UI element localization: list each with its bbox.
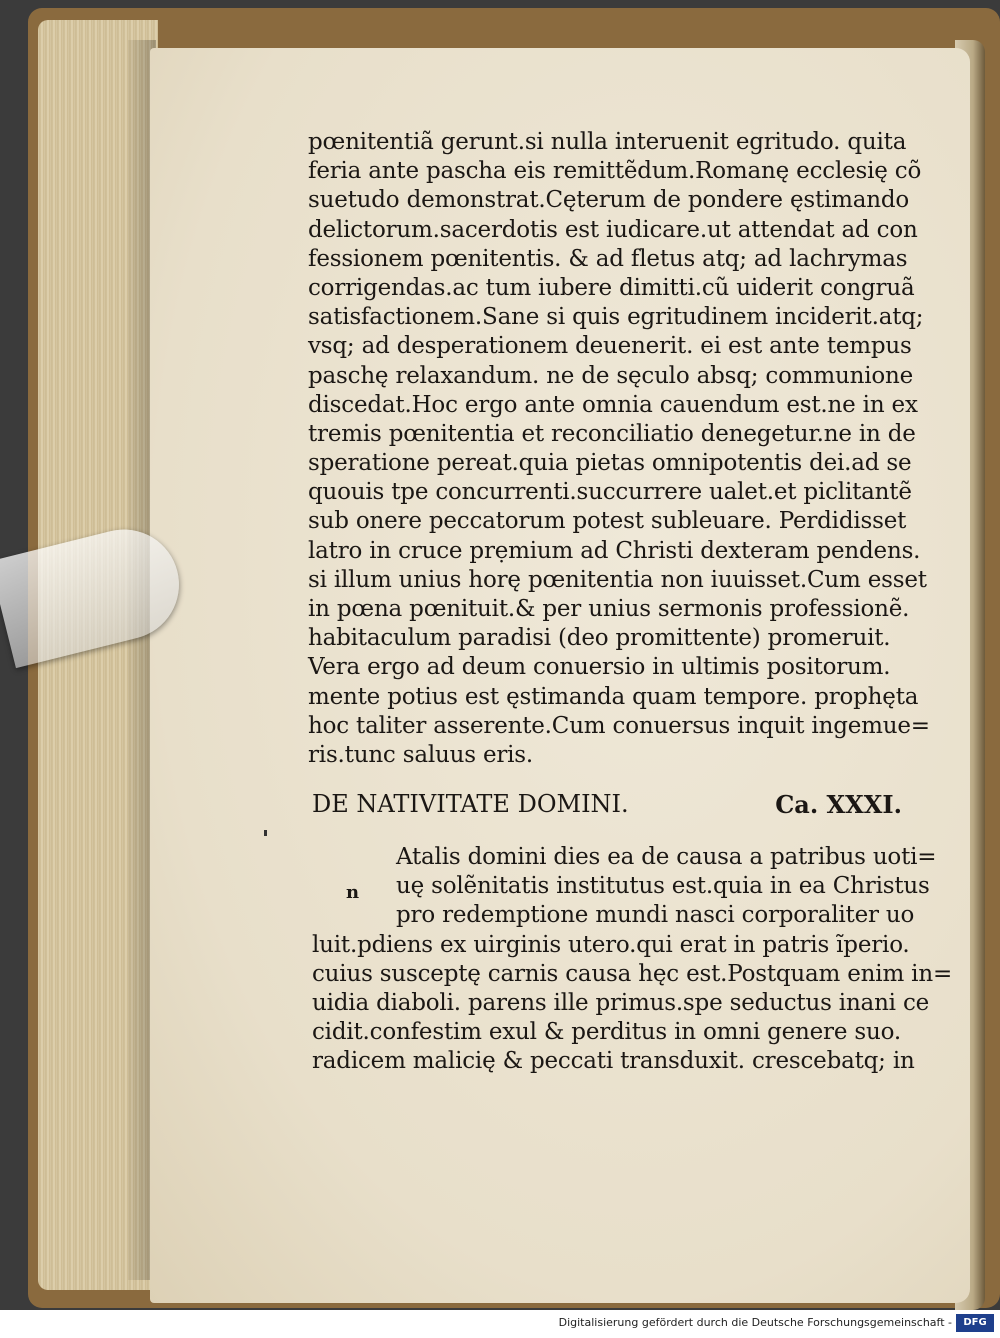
text-line: tremis pœnitentia et reconciliatio denegetur.ne in de (308, 420, 916, 447)
text-line: Atalis domini dies ea de causa a patribus uoti= (396, 844, 937, 870)
text-line: mente potius est ęstimanda quam tempore. prophęta (308, 683, 919, 710)
text-line: discedat.Hoc ergo ante omnia cauendum est.ne in ex (308, 391, 918, 418)
text-line: uę solẽnitatis institutus est.quia in ea Christus (396, 873, 930, 900)
text-line: speratione pereat.quia pietas omnipotentis dei.ad se (308, 450, 912, 477)
text-line: sub onere peccatorum potest subleuare. Perdidisset (308, 508, 907, 535)
footer-bar (0, 1310, 1000, 1338)
chapter-number: Ca. XXXI. (775, 790, 902, 819)
text-line: feria ante pascha eis remittẽdum.Romanę ecclesię cõ (308, 158, 922, 185)
text-line: habitaculum paradisi (deo promittente) promeruit. (308, 625, 891, 652)
chapter-heading (312, 790, 902, 830)
text-line: paschę relaxandum. ne de sęculo absq; communione (308, 362, 914, 389)
text-line: pœnitentiã gerunt.si nulla interuenit egritudo. quita (308, 129, 907, 155)
text-line: cuius susceptę carnis causa hęc est.Postquam enim in= (312, 960, 953, 987)
text-line: radicem malicię & peccati transduxit. crescebatq; in (312, 1048, 915, 1075)
text-line: vsq; ad desperationem deuenerit. ei est ante tempus (308, 333, 912, 360)
text-line: Vera ergo ad deum conuersio in ultimis positorum. (308, 654, 891, 681)
text-line: luit.pdiens ex uirginis utero.qui erat in patris ĩperio. (312, 931, 910, 958)
text-line: delictorum.sacerdotis est iudicare.ut attendat ad con (308, 216, 918, 243)
text-line: pro redemptione mundi nasci corporaliter uo (396, 902, 915, 929)
text-line: latro in cruce prẹmium ad Christi dexteram pendens. (308, 537, 921, 564)
chapter-title: DE NATIVITATE DOMINI. (312, 790, 629, 818)
main-text-block (308, 128, 930, 770)
text-line: cidit.confestim exul & perditus in omni genere suo. (312, 1019, 901, 1046)
chapter-text-block (312, 843, 953, 1077)
text-line: in pœna pœnituit.& per unius sermonis professionẽ. (308, 596, 910, 622)
text-line: uidia diaboli. parens ille primus.spe seductus inani ce (312, 989, 930, 1016)
text-line: fessionem pœnitentis. & ad fletus atq; ad lachrymas (308, 245, 908, 272)
text-line: ris.tunc saluus eris. (308, 741, 534, 768)
text-line: corrigendas.ac tum iubere dimitti.cũ uiderit congruã (308, 274, 915, 301)
ink-speck (264, 830, 267, 836)
text-line: hoc taliter asserente.Cum conuersus inquit ingemue= (308, 712, 930, 739)
initial-letter-guide: n (346, 882, 360, 903)
text-line: quouis tpe concurrenti.succurrere ualet.et piclitantẽ (308, 479, 912, 506)
funding-credit: Digitalisierung gefördert durch die Deutsche Forschungsgemeinschaft - (558, 1316, 952, 1329)
text-line: si illum unius horę pœnitentia non iuuisset.Cum esset (308, 566, 927, 593)
text-line: suetudo demonstrat.Cęterum de pondere ęstimando (308, 187, 910, 214)
text-line: satisfactionem.Sane si quis egritudinem inciderit.atq; (308, 304, 924, 331)
dfg-logo: DFG (956, 1314, 994, 1332)
